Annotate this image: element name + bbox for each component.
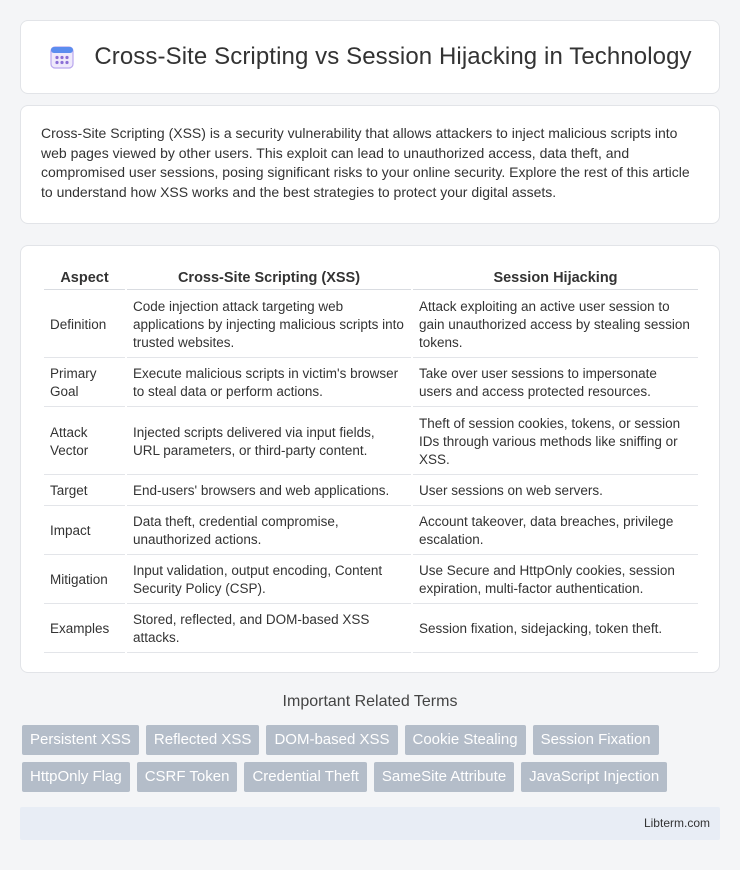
- table-row: [44, 606, 698, 653]
- cell-session: Theft of session cookies, tokens, or session IDs through various methods like sniffing or XSS.: [413, 409, 698, 475]
- cell-session: Session fixation, sidejacking, token theft.: [413, 606, 698, 653]
- cell-aspect: Primary Goal: [44, 360, 125, 407]
- cell-xss: Injected scripts delivered via input fields, URL parameters, or third-party content.: [127, 409, 411, 475]
- intro-card: [20, 105, 720, 224]
- page-title: Cross-Site Scripting vs Session Hijacking in Technology: [94, 43, 692, 70]
- table-header-row: [44, 266, 698, 290]
- related-term-tag[interactable]: Credential Theft: [244, 762, 366, 792]
- cell-session: Account takeover, data breaches, privilege escalation.: [413, 508, 698, 555]
- related-term-tag[interactable]: JavaScript Injection: [521, 762, 667, 792]
- cell-xss: Input validation, output encoding, Content Security Policy (CSP).: [127, 557, 411, 604]
- related-term-tag[interactable]: HttpOnly Flag: [22, 762, 130, 792]
- cell-session: Use Secure and HttpOnly cookies, session expiration, multi-factor authentication.: [413, 557, 698, 604]
- related-term-tag[interactable]: CSRF Token: [137, 762, 238, 792]
- footer-brand-link[interactable]: Libterm.com: [643, 816, 710, 830]
- title-card: [20, 20, 720, 94]
- related-term-tag[interactable]: Persistent XSS: [22, 725, 139, 755]
- table-row: [44, 557, 698, 604]
- footer: [20, 807, 720, 840]
- table-row: [44, 508, 698, 555]
- cell-xss: Code injection attack targeting web applications by injecting malicious scripts into trusted websites.: [127, 292, 411, 358]
- table-row: [44, 409, 698, 475]
- header-aspect: Aspect: [44, 266, 125, 290]
- comparison-card: [20, 245, 720, 673]
- intro-text: Cross-Site Scripting (XSS) is a security vulnerability that allows attackers to inject malicious scripts into web pages viewed by other users. This exploit can lead to unauthorized access, data theft, and compromised user sessions, posing significant risks to your online security. Explore the rest of this article to understand how XSS works and the best strategies to protect your digital assets.: [41, 125, 690, 200]
- cell-aspect: Examples: [44, 606, 125, 653]
- related-term-tag[interactable]: DOM-based XSS: [266, 725, 397, 755]
- cell-session: Attack exploiting an active user session to gain unauthorized access by stealing session tokens.: [413, 292, 698, 358]
- cell-xss: Stored, reflected, and DOM-based XSS attacks.: [127, 606, 411, 653]
- related-term-tag[interactable]: SameSite Attribute: [374, 762, 514, 792]
- cell-xss: End-users' browsers and web applications.: [127, 477, 411, 506]
- comparison-table: [42, 264, 700, 655]
- related-terms-title: Important Related Terms: [282, 693, 458, 710]
- cell-aspect: Definition: [44, 292, 125, 358]
- cell-aspect: Target: [44, 477, 125, 506]
- related-terms-list: [22, 725, 722, 792]
- related-term-tag[interactable]: Cookie Stealing: [405, 725, 526, 755]
- cell-xss: Execute malicious scripts in victim's browser to steal data or perform actions.: [127, 360, 411, 407]
- related-term-tag[interactable]: Reflected XSS: [146, 725, 260, 755]
- cell-aspect: Mitigation: [44, 557, 125, 604]
- cell-session: User sessions on web servers.: [413, 477, 698, 506]
- cell-xss: Data theft, credential compromise, unauthorized actions.: [127, 508, 411, 555]
- table-row: [44, 360, 698, 407]
- cell-aspect: Attack Vector: [44, 409, 125, 475]
- calendar-grid-icon: [48, 43, 76, 71]
- header-session-hijacking: Session Hijacking: [413, 266, 698, 290]
- related-term-tag[interactable]: Session Fixation: [533, 725, 659, 755]
- table-row: [44, 477, 698, 506]
- cell-session: Take over user sessions to impersonate users and access protected resources.: [413, 360, 698, 407]
- table-row: [44, 292, 698, 358]
- header-xss: Cross-Site Scripting (XSS): [127, 266, 411, 290]
- cell-aspect: Impact: [44, 508, 125, 555]
